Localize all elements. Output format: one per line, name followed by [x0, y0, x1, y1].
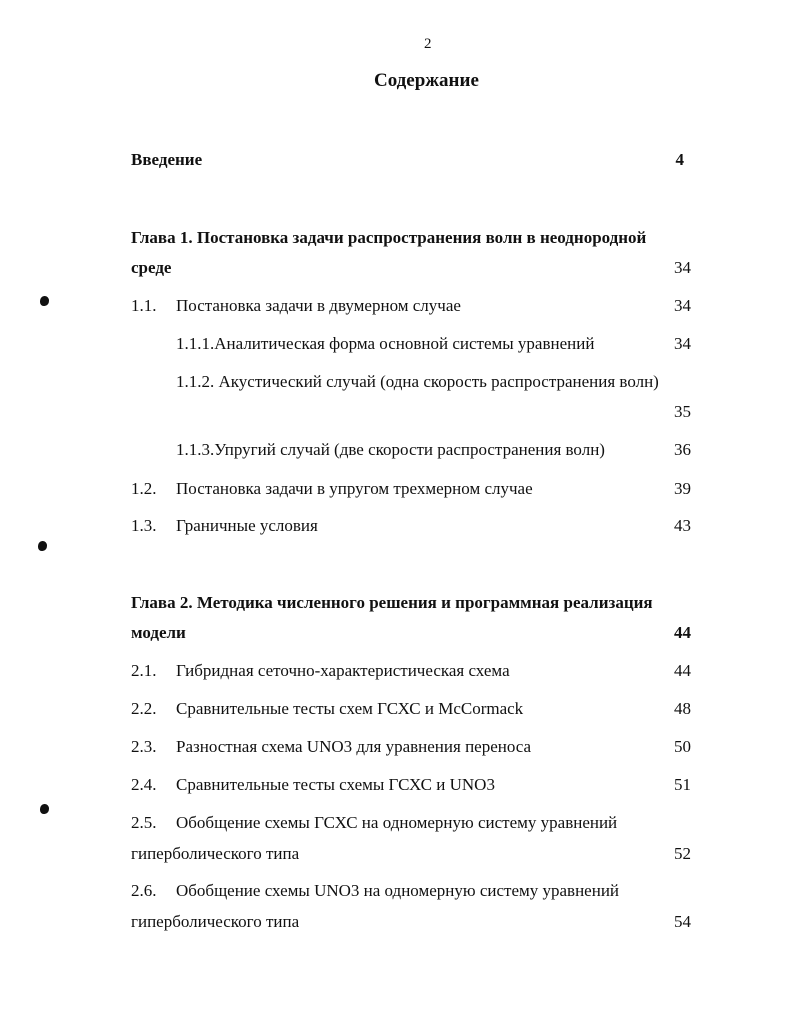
- chapter2-page: 44: [674, 623, 691, 642]
- page-number: 2: [424, 36, 432, 52]
- toc-entry-label: Обобщение схемы UNO3 на одномерную систему уравнений: [176, 881, 620, 900]
- chapter1-page: 34: [674, 258, 691, 277]
- toc-entry-number: 2.3.: [131, 737, 157, 756]
- toc-subentry-label: 1.1.1.Аналитическая форма основной системы уравнений: [176, 334, 595, 353]
- chapter1-title-line2: среде: [131, 258, 172, 277]
- toc-entry-page: 34: [674, 296, 691, 315]
- toc-entry-number: 2.4.: [131, 775, 157, 794]
- toc-subentry-label: 1.1.2. Акустический случай (одна скорость распространения волн): [176, 372, 659, 391]
- toc-entry-number: 1.1.: [131, 296, 157, 315]
- toc-entry-page: 52: [674, 844, 691, 863]
- scan-hole-mark: [40, 296, 49, 306]
- toc-entry-page: 51: [674, 775, 691, 794]
- toc-entry-page: 54: [674, 912, 691, 931]
- toc-entry-label: Постановка задачи в двумерном случае: [176, 296, 461, 315]
- toc-entry-number: 2.1.: [131, 661, 157, 680]
- toc-entry-page: 43: [674, 516, 691, 535]
- toc-entry-page: 50: [674, 737, 691, 756]
- toc-entry-label-continued: гиперболического типа: [131, 844, 300, 863]
- toc-subentry-label: 1.1.3.Упругий случай (две скорости распространения волн): [176, 440, 605, 459]
- toc-entry-number: 2.6.: [131, 881, 157, 900]
- toc-entry-label-continued: гиперболического типа: [131, 912, 300, 931]
- toc-entry-page: 39: [674, 479, 691, 498]
- toc-intro-label: Введение: [131, 150, 203, 169]
- toc-entry-label: Обобщение схемы ГСХС на одномерную систему уравнений: [176, 813, 618, 832]
- chapter2-title-line1: Глава 2. Методика численного решения и программная реализация: [131, 593, 653, 612]
- toc-subentry-page: 36: [674, 440, 691, 459]
- toc-intro-page: 4: [675, 150, 684, 169]
- toc-subentry-page: 35: [674, 402, 691, 421]
- toc-entry-number: 1.2.: [131, 479, 157, 498]
- toc-entry-page: 44: [674, 661, 691, 680]
- toc-entry-label: Сравнительные тесты схем ГСХС и McCormack: [176, 699, 524, 718]
- page-title: Содержание: [374, 70, 479, 91]
- toc-entry-number: 2.2.: [131, 699, 157, 718]
- toc-entry-label: Постановка задачи в упругом трехмерном случае: [176, 479, 533, 498]
- toc-entry-label: Сравнительные тесты схемы ГСХС и UNO3: [176, 775, 495, 794]
- toc-entry-label: Гибридная сеточно-характеристическая схема: [176, 661, 510, 680]
- chapter2-title-line2: модели: [131, 623, 186, 642]
- toc-subentry-page: 34: [674, 334, 691, 353]
- scan-hole-mark: [38, 541, 47, 551]
- toc-entry-page: 48: [674, 699, 691, 718]
- toc-entry-label: Разностная схема UNO3 для уравнения переноса: [176, 737, 532, 756]
- toc-entry-label: Граничные условия: [176, 516, 318, 535]
- toc-entry-number: 1.3.: [131, 516, 157, 535]
- toc-entry-number: 2.5.: [131, 813, 157, 832]
- chapter1-title-line1: Глава 1. Постановка задачи распространения волн в неоднородной: [131, 228, 647, 247]
- scan-hole-mark: [40, 804, 49, 814]
